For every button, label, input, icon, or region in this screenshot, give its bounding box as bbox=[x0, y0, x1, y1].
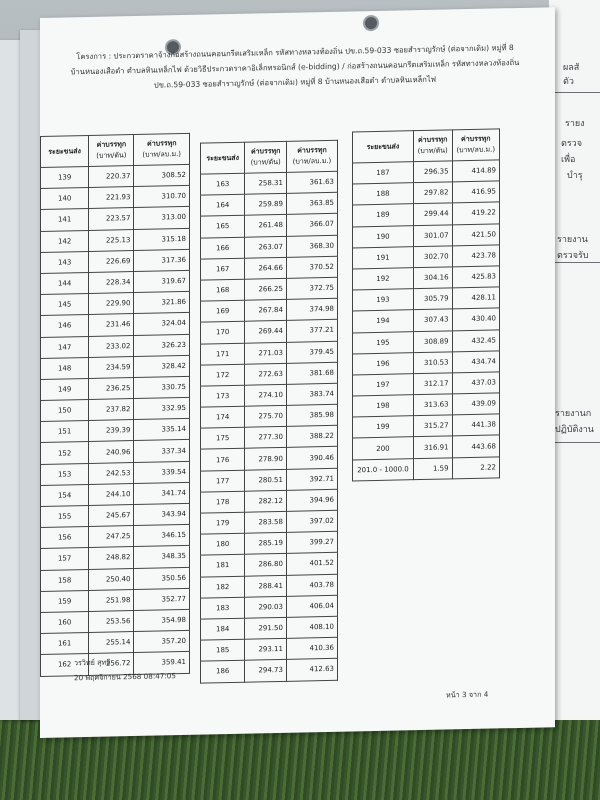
cost-m3-cell: 423.78 bbox=[452, 245, 499, 267]
table-row bbox=[353, 435, 500, 459]
cost-m3-cell: 321.86 bbox=[134, 291, 190, 313]
distance-cell: 154 bbox=[41, 484, 89, 506]
header-cost-per-ton bbox=[245, 141, 287, 173]
cost-ton-cell: 312.17 bbox=[413, 373, 452, 395]
distance-cell: 148 bbox=[41, 357, 89, 379]
distance-cell: 155 bbox=[41, 505, 89, 527]
transport-cost-table-2 bbox=[200, 140, 338, 683]
cost-ton-cell: 237.82 bbox=[89, 399, 134, 421]
header-label: ค่าบรรทุก bbox=[250, 146, 281, 156]
right-sheet-text: ปฏิบัติงาน bbox=[555, 425, 594, 435]
distance-cell: 189 bbox=[353, 204, 414, 226]
distance-cell: 152 bbox=[41, 442, 89, 464]
distance-cell: 193 bbox=[353, 289, 414, 311]
cost-ton-cell: 307.43 bbox=[413, 309, 452, 331]
distance-cell: 160 bbox=[41, 611, 89, 633]
distance-cell: 141 bbox=[41, 209, 89, 231]
right-sheet-text: รายงานก bbox=[555, 409, 592, 419]
print-timestamp: 20 พฤศจิกายน 2568 08:47:05 bbox=[74, 671, 176, 683]
cost-m3-cell: 332.95 bbox=[134, 397, 190, 419]
distance-cell: 182 bbox=[201, 576, 245, 598]
distance-cell: 192 bbox=[353, 268, 414, 290]
table-row bbox=[201, 383, 338, 407]
cost-m3-cell: 399.27 bbox=[286, 531, 337, 553]
cost-m3-cell: 374.98 bbox=[286, 298, 337, 320]
cost-m3-cell: 2.22 bbox=[452, 456, 499, 478]
distance-cell: 183 bbox=[201, 597, 245, 619]
cost-ton-cell: 239.39 bbox=[89, 420, 134, 442]
distance-cell: 175 bbox=[201, 427, 245, 449]
cost-m3-cell: 330.75 bbox=[134, 376, 190, 398]
cost-m3-cell: 354.98 bbox=[134, 609, 190, 631]
cost-m3-cell: 434.74 bbox=[452, 351, 499, 373]
header-unit: (บาท/ตัน) bbox=[250, 157, 281, 167]
table-row bbox=[353, 223, 500, 247]
cost-ton-cell: 263.07 bbox=[245, 236, 287, 258]
cost-m3-cell: 390.46 bbox=[286, 447, 337, 469]
distance-cell: 188 bbox=[353, 183, 414, 205]
cost-ton-cell: 296.35 bbox=[413, 161, 452, 183]
cost-m3-cell: 425.83 bbox=[452, 266, 499, 288]
cost-ton-cell: 231.46 bbox=[89, 314, 134, 336]
distance-cell: 190 bbox=[353, 225, 414, 247]
distance-cell: 139 bbox=[41, 166, 89, 188]
cost-m3-cell: 383.74 bbox=[286, 383, 337, 405]
distance-cell: 196 bbox=[353, 352, 414, 374]
header-unit: (บาท/ลบ.ม.) bbox=[292, 156, 332, 166]
cost-m3-cell: 348.35 bbox=[134, 546, 190, 568]
table-row bbox=[353, 160, 500, 184]
cost-m3-cell: 366.07 bbox=[286, 214, 337, 236]
cost-ton-cell: 291.50 bbox=[245, 617, 287, 639]
header-label: ค่าบรรทุก bbox=[417, 135, 448, 145]
cost-m3-cell: 385.98 bbox=[286, 404, 337, 426]
right-sheet-text: เพื่อ bbox=[561, 155, 576, 165]
table-row bbox=[353, 414, 500, 438]
cost-m3-cell: 326.23 bbox=[134, 334, 190, 356]
cost-ton-cell: 256.72 bbox=[89, 653, 134, 675]
cost-ton-cell: 229.90 bbox=[89, 293, 134, 315]
cost-m3-cell: 419.22 bbox=[452, 202, 499, 224]
distance-cell: 170 bbox=[201, 322, 245, 344]
cost-ton-cell: 240.96 bbox=[89, 441, 134, 463]
header-cost-per-m3 bbox=[452, 129, 499, 161]
punch-hole bbox=[363, 15, 379, 31]
right-paper-sheet bbox=[548, 0, 600, 720]
distance-cell: 158 bbox=[41, 569, 89, 591]
right-sheet-rule bbox=[549, 262, 600, 263]
right-sheet-text: รายงาน bbox=[557, 235, 588, 245]
cost-m3-cell: 363.85 bbox=[286, 192, 337, 214]
table-row bbox=[353, 372, 500, 396]
header-unit: (บาท/ตัน) bbox=[417, 146, 448, 156]
distance-cell: 149 bbox=[41, 378, 89, 400]
cost-m3-cell: 315.18 bbox=[134, 228, 190, 250]
cost-m3-cell: 352.77 bbox=[134, 588, 190, 610]
cost-ton-cell: 297.82 bbox=[413, 182, 452, 204]
distance-cell: 176 bbox=[201, 449, 245, 471]
cost-ton-cell: 315.27 bbox=[413, 415, 452, 437]
cost-ton-cell: 258.31 bbox=[245, 172, 287, 194]
transport-cost-table-3 bbox=[352, 128, 500, 481]
cost-ton-cell: 228.34 bbox=[89, 271, 134, 293]
distance-cell: 144 bbox=[41, 272, 89, 294]
distance-cell: 164 bbox=[201, 194, 245, 216]
cost-ton-cell: 247.25 bbox=[89, 526, 134, 548]
header-cost-per-ton bbox=[89, 135, 134, 167]
distance-cell: 171 bbox=[201, 343, 245, 365]
header-unit: (บาท/ตัน) bbox=[96, 151, 127, 160]
table-row bbox=[353, 393, 500, 417]
distance-cell: 166 bbox=[201, 237, 245, 259]
distance-cell: 167 bbox=[201, 258, 245, 280]
table-row bbox=[353, 329, 500, 353]
cost-ton-cell: 316.91 bbox=[413, 436, 452, 458]
distance-cell: 146 bbox=[41, 315, 89, 337]
table-row bbox=[201, 510, 338, 534]
cost-ton-cell: 264.66 bbox=[245, 257, 287, 279]
cost-m3-cell: 335.14 bbox=[134, 419, 190, 441]
cost-m3-cell: 394.96 bbox=[286, 489, 337, 511]
cost-m3-cell: 381.68 bbox=[286, 362, 337, 384]
table-row bbox=[353, 181, 500, 205]
cost-ton-cell: 313.63 bbox=[413, 394, 452, 416]
table-row bbox=[201, 192, 338, 216]
cost-ton-cell: 266.25 bbox=[245, 278, 287, 300]
cost-ton-cell: 259.89 bbox=[245, 194, 287, 216]
table-row bbox=[353, 456, 500, 480]
table-row bbox=[201, 574, 338, 598]
cost-ton-cell: 1.59 bbox=[413, 457, 452, 479]
header-distance: ระยะขนส่ง bbox=[41, 135, 89, 167]
cost-ton-cell: 275.70 bbox=[245, 405, 287, 427]
cost-m3-cell: 441.38 bbox=[452, 414, 499, 436]
table-row bbox=[201, 616, 338, 640]
header-distance: ระยะขนส่ง bbox=[353, 131, 414, 163]
distance-cell: 140 bbox=[41, 188, 89, 210]
cost-m3-cell: 361.63 bbox=[286, 171, 337, 193]
table-header-row bbox=[353, 129, 500, 163]
cost-m3-cell: 319.67 bbox=[134, 270, 190, 292]
cost-ton-cell: 305.79 bbox=[413, 288, 452, 310]
distance-cell: 142 bbox=[41, 230, 89, 252]
cost-ton-cell: 225.13 bbox=[89, 229, 134, 251]
cost-m3-cell: 437.03 bbox=[452, 372, 499, 394]
distance-cell: 186 bbox=[201, 661, 245, 683]
distance-cell: 153 bbox=[41, 463, 89, 485]
right-sheet-text: ตรวจ bbox=[561, 139, 583, 149]
header-label: ค่าบรรทุก bbox=[461, 134, 491, 144]
table-row bbox=[201, 277, 338, 301]
cost-ton-cell: 285.19 bbox=[245, 533, 287, 555]
cost-m3-cell: 401.52 bbox=[286, 553, 337, 575]
distance-cell: 184 bbox=[201, 618, 245, 640]
cost-ton-cell: 282.12 bbox=[245, 490, 287, 512]
table-row bbox=[201, 659, 338, 683]
cost-m3-cell: 428.11 bbox=[452, 287, 499, 309]
header-line: บ้านหนองเสือดำ ตำบลหินเหล็กไฟ ด้วยวิธีประกวดราคาอิเล็กทรอนิกส์ (e-bidding) / ก่อสร้างถนนคอนกรีตเสริมเหล็ก รหัสทางหลวงท้องถิ่น bbox=[70, 57, 520, 77]
table-header-row bbox=[201, 140, 338, 174]
table-row bbox=[201, 468, 338, 492]
distance-cell: 201.0 - 1000.0 bbox=[353, 458, 414, 480]
distance-cell: 195 bbox=[353, 331, 414, 353]
cost-m3-cell: 328.42 bbox=[134, 355, 190, 377]
cost-ton-cell: 255.14 bbox=[89, 632, 134, 654]
right-sheet-rule bbox=[549, 442, 600, 443]
cost-m3-cell: 414.89 bbox=[452, 160, 499, 182]
distance-cell: 194 bbox=[353, 310, 414, 332]
table-row bbox=[201, 489, 338, 513]
cost-ton-cell: 308.89 bbox=[413, 330, 452, 352]
cost-m3-cell: 403.78 bbox=[286, 574, 337, 596]
table-row bbox=[201, 320, 338, 344]
cost-m3-cell: 337.34 bbox=[134, 440, 190, 462]
right-sheet-text: ตัว bbox=[563, 77, 574, 87]
cost-ton-cell: 299.44 bbox=[413, 203, 452, 225]
document-page bbox=[40, 7, 555, 738]
distance-cell: 172 bbox=[201, 364, 245, 386]
distance-cell: 161 bbox=[41, 633, 89, 655]
cost-ton-cell: 242.53 bbox=[89, 462, 134, 484]
cost-ton-cell: 223.57 bbox=[89, 208, 134, 230]
cost-m3-cell: 406.04 bbox=[286, 595, 337, 617]
header-distance: ระยะขนส่ง bbox=[201, 142, 245, 174]
distance-cell: 162 bbox=[41, 654, 89, 676]
cost-m3-cell: 408.10 bbox=[286, 616, 337, 638]
table-row bbox=[201, 595, 338, 619]
cost-m3-cell: 308.52 bbox=[134, 164, 190, 186]
cost-m3-cell: 432.45 bbox=[452, 329, 499, 351]
cost-ton-cell: 280.51 bbox=[245, 469, 287, 491]
cost-m3-cell: 346.15 bbox=[134, 525, 190, 547]
distance-cell: 200 bbox=[353, 437, 414, 459]
table-row bbox=[353, 308, 500, 332]
cost-ton-cell: 271.03 bbox=[245, 342, 287, 364]
cost-ton-cell: 277.30 bbox=[245, 427, 287, 449]
cost-m3-cell: 412.63 bbox=[286, 659, 337, 681]
cost-m3-cell: 372.75 bbox=[286, 277, 337, 299]
distance-cell: 177 bbox=[201, 470, 245, 492]
distance-cell: 147 bbox=[41, 336, 89, 358]
table-row bbox=[353, 266, 500, 290]
table-header-row bbox=[41, 133, 190, 167]
distance-cell: 151 bbox=[41, 421, 89, 443]
distance-cell: 169 bbox=[201, 300, 245, 322]
table-row bbox=[201, 426, 338, 450]
cost-m3-cell: 341.74 bbox=[134, 482, 190, 504]
distance-cell: 191 bbox=[353, 246, 414, 268]
distance-cell: 163 bbox=[201, 173, 245, 195]
cost-m3-cell: 317.36 bbox=[134, 249, 190, 271]
cost-ton-cell: 236.25 bbox=[89, 377, 134, 399]
cost-ton-cell: 233.02 bbox=[89, 335, 134, 357]
page-number: หน้า 3 จาก 4 bbox=[446, 689, 489, 700]
cost-m3-cell: 343.94 bbox=[134, 503, 190, 525]
distance-cell: 145 bbox=[41, 294, 89, 316]
cost-ton-cell: 283.58 bbox=[245, 511, 287, 533]
cost-ton-cell: 278.90 bbox=[245, 448, 287, 470]
cost-ton-cell: 253.56 bbox=[89, 610, 134, 632]
cost-ton-cell: 274.10 bbox=[245, 384, 287, 406]
table-row bbox=[201, 531, 338, 555]
right-sheet-text: ผลสั bbox=[563, 63, 580, 73]
cost-m3-cell: 370.52 bbox=[286, 256, 337, 278]
cost-ton-cell: 248.82 bbox=[89, 547, 134, 569]
table-row bbox=[201, 362, 338, 386]
cost-ton-cell: 269.44 bbox=[245, 321, 287, 343]
cost-ton-cell: 250.40 bbox=[89, 568, 134, 590]
table-row bbox=[353, 287, 500, 311]
header-line: ปข.ถ.59-033 ซอยสำราญรักษ์ (ต่อจากเดิม) หมู่ที่ 8 บ้านหนองเสือดำ ตำบลหินเหล็กไฟ bbox=[153, 74, 437, 90]
cost-m3-cell: 310.70 bbox=[134, 186, 190, 208]
header-label: ค่าบรรทุก bbox=[147, 139, 177, 148]
cost-m3-cell: 368.30 bbox=[286, 235, 337, 257]
paper-stack-left-inner bbox=[20, 30, 40, 720]
table-row bbox=[201, 298, 338, 322]
cost-m3-cell: 416.95 bbox=[452, 181, 499, 203]
table-row bbox=[201, 637, 338, 661]
distance-cell: 165 bbox=[201, 216, 245, 238]
distance-cell: 199 bbox=[353, 416, 414, 438]
cost-m3-cell: 339.54 bbox=[134, 461, 190, 483]
header-unit: (บาท/ลบ.ม.) bbox=[456, 145, 496, 155]
distance-cell: 173 bbox=[201, 385, 245, 407]
cost-ton-cell: 290.03 bbox=[245, 596, 287, 618]
cost-m3-cell: 430.40 bbox=[452, 308, 499, 330]
header-label: ค่าบรรทุก bbox=[96, 140, 127, 149]
table-row bbox=[201, 447, 338, 471]
distance-cell: 150 bbox=[41, 400, 89, 422]
header-cost-per-m3 bbox=[134, 133, 190, 165]
distance-cell: 174 bbox=[201, 406, 245, 428]
header-unit: (บาท/ลบ.ม.) bbox=[142, 150, 182, 159]
document-header bbox=[60, 40, 530, 95]
table-row bbox=[201, 256, 338, 280]
distance-cell: 187 bbox=[353, 162, 414, 184]
right-sheet-text: รายง bbox=[565, 119, 585, 129]
distance-cell: 156 bbox=[41, 527, 89, 549]
table-row bbox=[201, 235, 338, 259]
right-sheet-text: ตรวจรับ bbox=[557, 251, 589, 261]
distance-cell: 143 bbox=[41, 251, 89, 273]
cost-ton-cell: 244.10 bbox=[89, 483, 134, 505]
cost-ton-cell: 245.67 bbox=[89, 505, 134, 527]
distance-cell: 157 bbox=[41, 548, 89, 570]
table-row bbox=[201, 171, 338, 195]
cost-ton-cell: 251.98 bbox=[89, 589, 134, 611]
distance-cell: 179 bbox=[201, 512, 245, 534]
right-sheet-rule bbox=[549, 92, 600, 93]
header-cost-per-m3 bbox=[286, 140, 337, 172]
cost-ton-cell: 267.84 bbox=[245, 299, 287, 321]
right-sheet-text: บำรุ bbox=[567, 171, 583, 181]
distance-cell: 178 bbox=[201, 491, 245, 513]
cost-ton-cell: 302.70 bbox=[413, 246, 452, 268]
cost-m3-cell: 350.56 bbox=[134, 567, 190, 589]
cost-m3-cell: 439.09 bbox=[452, 393, 499, 415]
cost-m3-cell: 377.21 bbox=[286, 320, 337, 342]
cost-m3-cell: 421.50 bbox=[452, 223, 499, 245]
transport-cost-table-1 bbox=[40, 133, 190, 677]
cost-ton-cell: 304.16 bbox=[413, 267, 452, 289]
header-line: โครงการ : ประกวดราคาจ้างก่อสร้างถนนคอนกรีตเสริมเหล็ก รหัสทางหลวงท้องถิ่น ปข.ถ.59-033 ซอยสำราญรักษ์ (ต่อจากเดิม) หมู่ที่ 8 bbox=[76, 43, 514, 62]
table-row bbox=[353, 202, 500, 226]
cost-ton-cell: 310.53 bbox=[413, 352, 452, 374]
cost-m3-cell: 357.20 bbox=[134, 630, 190, 652]
cost-ton-cell: 272.63 bbox=[245, 363, 287, 385]
cost-ton-cell: 261.48 bbox=[245, 215, 287, 237]
cost-m3-cell: 313.00 bbox=[134, 207, 190, 229]
cost-ton-cell: 301.07 bbox=[413, 224, 452, 246]
distance-cell: 159 bbox=[41, 590, 89, 612]
cost-m3-cell: 324.04 bbox=[134, 313, 190, 335]
cost-m3-cell: 392.71 bbox=[286, 468, 337, 490]
cost-m3-cell: 443.68 bbox=[452, 435, 499, 457]
table-row bbox=[353, 351, 500, 375]
distance-cell: 181 bbox=[201, 555, 245, 577]
cost-ton-cell: 226.69 bbox=[89, 250, 134, 272]
distance-cell: 197 bbox=[353, 374, 414, 396]
cost-ton-cell: 234.59 bbox=[89, 356, 134, 378]
cost-m3-cell: 379.45 bbox=[286, 341, 337, 363]
table-row bbox=[201, 214, 338, 238]
cost-m3-cell: 388.22 bbox=[286, 426, 337, 448]
distance-cell: 180 bbox=[201, 533, 245, 555]
cost-m3-cell: 397.02 bbox=[286, 510, 337, 532]
signer-name: วรวิทย์ สุทธิ bbox=[74, 657, 111, 668]
cost-m3-cell: 359.41 bbox=[134, 652, 190, 674]
cost-ton-cell: 220.37 bbox=[89, 166, 134, 188]
cost-ton-cell: 286.80 bbox=[245, 554, 287, 576]
table-row bbox=[201, 404, 338, 428]
table-row bbox=[201, 341, 338, 365]
distance-cell: 198 bbox=[353, 395, 414, 417]
header-label: ค่าบรรทุก bbox=[297, 145, 327, 155]
table-row bbox=[353, 245, 500, 269]
table-row bbox=[201, 553, 338, 577]
distance-cell: 168 bbox=[201, 279, 245, 301]
cost-ton-cell: 294.73 bbox=[245, 660, 287, 682]
cost-ton-cell: 288.41 bbox=[245, 575, 287, 597]
cost-m3-cell: 410.36 bbox=[286, 637, 337, 659]
header-cost-per-ton bbox=[413, 130, 452, 162]
cost-ton-cell: 293.11 bbox=[245, 638, 287, 660]
distance-cell: 185 bbox=[201, 639, 245, 661]
cost-ton-cell: 221.93 bbox=[89, 187, 134, 209]
